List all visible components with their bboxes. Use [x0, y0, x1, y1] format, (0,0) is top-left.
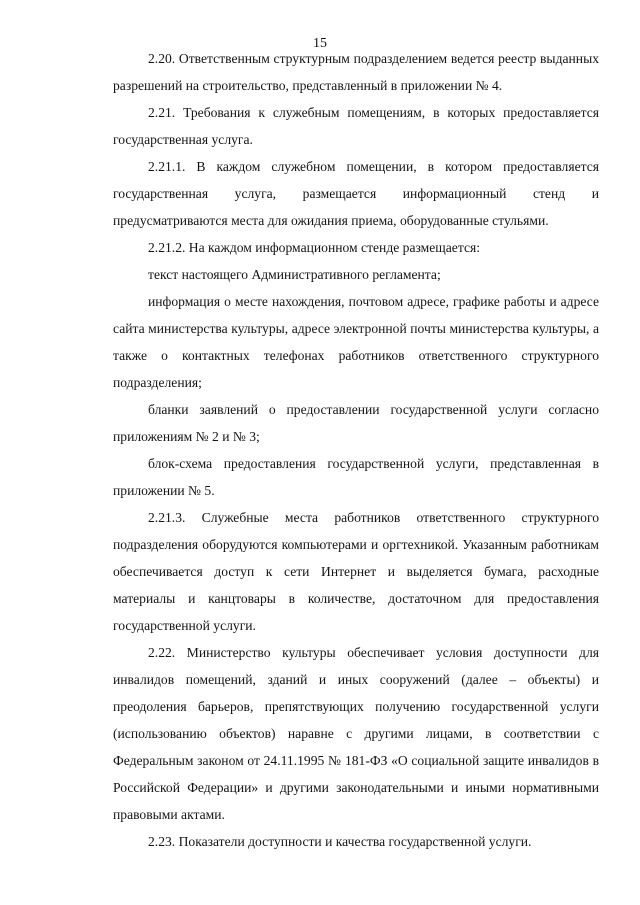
list-item-regulation-text: текст настоящего Административного регламента; — [148, 267, 441, 282]
list-item-flowchart: блок-схема предоставления государственной услуги, представленная в приложении № 5. — [113, 456, 599, 498]
paragraph-2-21: 2.21. Требования к служебным помещениям, в которых предоставляется государственная услуга. — [113, 105, 599, 147]
list-item-contact-info: информация о месте нахождения, почтовом адресе, графике работы и адресе сайта министерства культуры, адресе электронной почты министерства культуры, а также о контактных телефонах работников ответственного структурного подразделения; — [113, 294, 599, 390]
page-number: 15 — [313, 36, 327, 51]
paragraph-2-21-3: 2.21.3. Служебные места работников ответственного структурного подразделения оборудуются компьютерами и оргтехникой. Указанным работникам обеспечивается доступ к сети Интернет и выделяется бумага, расходные материалы и канцтовары в количестве, достаточном для предоставления государственной услуги. — [113, 510, 599, 633]
document-body — [113, 45, 599, 855]
paragraph-2-21-2: 2.21.2. На каждом информационном стенде размещается: — [148, 240, 481, 255]
paragraph-2-22: 2.22. Министерство культуры обеспечивает условия доступности для инвалидов помещений, зданий и иных сооружений (далее – объекты) и преодоления барьеров, препятствующих получению государственной услуги (использованию объектов) наравне с другими лицами, в соответствии с Федеральным законом от 24.11.1995 № 181-ФЗ «О социальной защите инвалидов в Российской Федерации» и другими законодательными и иными нормативными правовыми актами. — [113, 645, 599, 822]
paragraph-2-20: 2.20. Ответственным структурным подразделением ведется реестр выданных разрешений на строительство, представленный в приложении № 4. — [113, 51, 599, 93]
paragraph-2-21-1: 2.21.1. В каждом служебном помещении, в котором предоставляется государственная услуга, размещается информационный стенд и предусматриваются места для ожидания приема, оборудованные стульями. — [113, 159, 599, 228]
list-item-application-forms: бланки заявлений о предоставлении государственной услуги согласно приложениям № 2 и № 3; — [113, 402, 599, 444]
paragraph-2-23: 2.23. Показатели доступности и качества государственной услуги. — [148, 834, 532, 849]
